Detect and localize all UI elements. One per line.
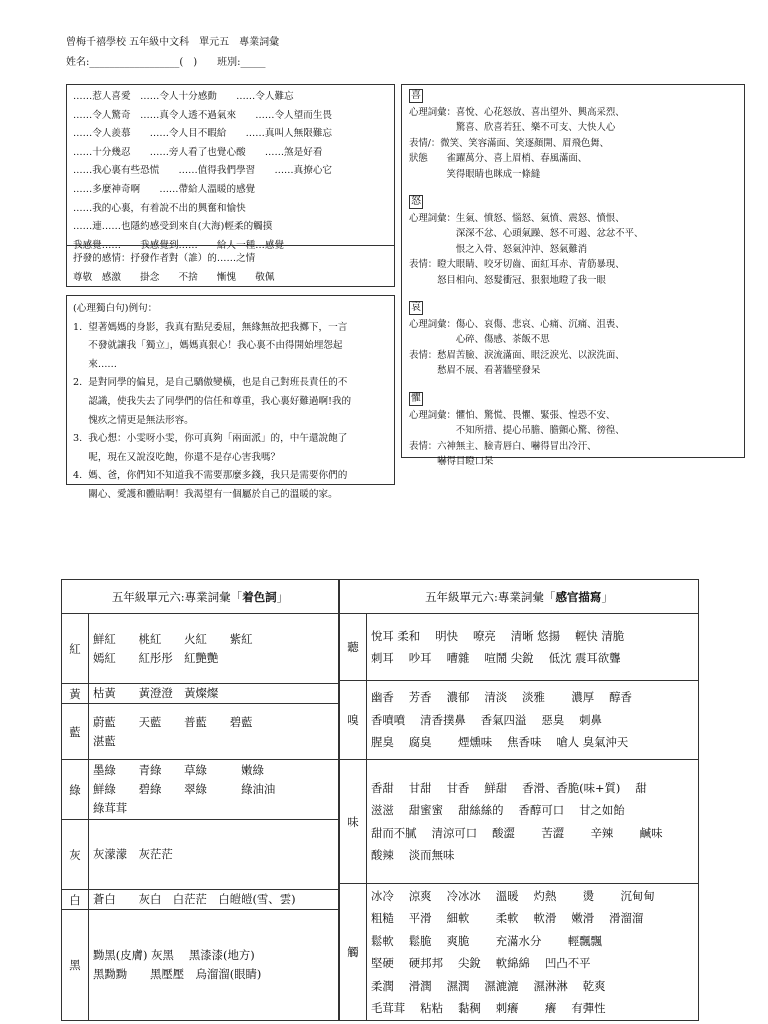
emotion-line: 不知所措、提心吊膽、膽顫心驚、徬徨、 <box>409 425 625 437</box>
emotion-line: 笑得眼睛也眯成一條縫 <box>409 168 541 180</box>
table-row <box>62 704 339 760</box>
word-line: 堅硬 硬邦邦 尖銳 軟綿綿 凹凸不平 <box>371 956 591 971</box>
example-line: 認識，使我失去了同學們的信任和尊重，我心裏好難過啊!我的 <box>73 395 352 407</box>
word-line: 枯黃 黃澄澄 黃燦燦 <box>93 686 219 700</box>
word-line: 柔潤 滑潤 濕潤 濕漉漉 濕淋淋 乾爽 <box>371 978 606 993</box>
phrases-list <box>73 88 332 255</box>
row-label: 綠 <box>62 760 89 820</box>
emotions-vocabulary-box <box>401 84 745 467</box>
phrase-line: 我感覺…… 我感覺到…… 給人一種…感覺 <box>73 239 285 251</box>
emotion-line: 表情：六神無主、臉青唇白、嚇得冒出冷汗、 <box>409 440 597 452</box>
examples-list <box>73 319 351 505</box>
table-row <box>62 614 339 684</box>
emotion-line: 心理詞彙：傷心、哀傷、悲哀、心痛、沉痛、沮喪、 <box>409 319 625 331</box>
row-words <box>367 759 699 884</box>
emotion-section <box>409 195 643 288</box>
word-line: 幽香 芳香 濃郁 清淡 淡雅 濃厚 醇香 <box>371 690 632 705</box>
word-line: 酸辣 淡而無味 <box>371 848 455 863</box>
expressed-feelings-title: 抒發的感情：抒發作者對（誰）的……之情 <box>73 253 256 264</box>
worksheet-title: 曾梅千禧學校 五年級中文科 單元五 專業詞彙 <box>66 37 280 48</box>
emotion-section <box>409 89 643 182</box>
example-line: 呢，現在又說沒吃飽，你還不是存心害我嗎？ <box>73 451 281 463</box>
word-line: 蒼白 灰白 白茫茫 白皚皚(雪、雲) <box>93 892 296 906</box>
worksheet-header <box>66 33 279 73</box>
word-line: 香噴噴 清香撲鼻 香氣四溢 惡臭 刺鼻 <box>371 712 602 727</box>
table-row <box>340 884 699 1021</box>
word-line: 墨綠 青綠 草綠 嫩綠 <box>93 763 264 777</box>
emotion-section <box>409 301 643 379</box>
row-words <box>89 760 339 820</box>
word-line: 悅耳 柔和 明快 嘹亮 清晰 悠揚 輕快 清脆 <box>371 628 625 643</box>
table-row <box>62 890 339 910</box>
phrase-line: ……惹人喜愛 ……令人十分感動 ……令人難忘 <box>73 91 294 102</box>
emotion-line: 心碎、傷感、茶飯不思 <box>409 334 550 346</box>
row-words <box>367 884 699 1021</box>
table-row <box>62 684 339 704</box>
emotion-line: 表情：愁眉苦臉、淚流滿面、眼泛淚光、以淚洗面、 <box>409 349 625 361</box>
emotion-line: 表情：瞪大眼睛、咬牙切齒、面紅耳赤、青筋暴現、 <box>409 259 625 271</box>
emotion-section <box>409 392 643 470</box>
examples-title: (心理獨白句)例句： <box>73 303 158 314</box>
color-table-title: 五年級單元六:專業詞彙「着色詞」 <box>62 580 339 614</box>
row-label: 黃 <box>62 684 89 704</box>
word-line: 香甜 甘甜 甘香 鮮甜 香滑、香脆(味+質) 甜 <box>371 780 647 795</box>
row-words <box>89 704 339 760</box>
emotion-line: 表情/：微笑、笑容滿面、笑逐顏開、眉飛色舞、 <box>409 137 610 149</box>
word-line: 綠茸茸 <box>93 801 128 815</box>
expressed-feelings-words: 尊敬 感激 掛念 不捨 慚愧 敬佩 <box>73 271 275 283</box>
example-line: 來…… <box>73 358 118 370</box>
row-words <box>89 910 339 1021</box>
row-words <box>367 681 699 759</box>
row-label: 灰 <box>62 820 89 890</box>
example-line: 不發就讓我「獨立」，媽媽真狠心！我心裏不由得開始埋怨起 <box>73 340 343 352</box>
word-line: 鬆軟 鬆脆 爽脆 充滿水分 輕飄飄 <box>371 933 602 948</box>
example-line: 3. 我心想：小雯呀小雯，你可真夠「兩面派」的，中午還說飽了 <box>73 433 348 445</box>
word-line: 蔚藍 天藍 普藍 碧藍 <box>93 714 253 729</box>
senses-words-table <box>339 579 699 1021</box>
color-words-table <box>61 579 339 1021</box>
word-line: 黝黑(皮膚) 灰黑 黑漆漆(地方) <box>93 948 255 962</box>
monologue-examples-box <box>66 295 395 500</box>
emotion-line: 驚喜、欣喜若狂、樂不可支、大快人心 <box>409 122 616 134</box>
emotion-line: 嚇得目瞪口呆 <box>409 455 494 467</box>
phrases-box <box>66 84 395 287</box>
example-line: 關心、愛護和體貼啊！我渴望有一個屬於自己的溫暖的家。 <box>73 488 338 500</box>
phrase-line: ……令人驚奇 ……真令人透不過氣來 ……令人望而生畏 <box>73 109 333 121</box>
table-row <box>340 614 699 681</box>
row-label: 觸 <box>340 884 367 1021</box>
row-label: 味 <box>340 759 367 884</box>
row-label: 紅 <box>62 614 89 684</box>
emotion-line: 深深不忿、心頭氣躁、怒不可遏、忿忿不平、 <box>409 228 644 240</box>
word-line: 甜而不膩 清涼可口 酸澀 苦澀 辛辣 鹹味 <box>371 825 663 840</box>
table-row <box>62 760 339 820</box>
table-row <box>62 910 339 1021</box>
phrase-line: ……十分幾忍 ……旁人看了也覺心酸 ……煞是好看 <box>73 146 323 158</box>
emotion-line: 狀態 雀躍萬分、喜上眉梢、春風滿面、 <box>409 153 588 165</box>
emotion-line: 心理詞彙：生氣、憤怒、惱怒、氣憤、震怒、憤恨、 <box>409 213 625 225</box>
word-line: 腥臭 腐臭 煙燻味 焦香味 嗆人 臭氣沖天 <box>371 735 629 750</box>
word-line: 毛茸茸 粘粘 黏稠 刺癢 癢 有彈性 <box>371 1001 606 1016</box>
word-line: 冰冷 涼爽 冷冰冰 溫暖 灼熱 燙 沉甸甸 <box>371 888 655 903</box>
row-label: 黑 <box>62 910 89 1021</box>
row-words <box>89 614 339 684</box>
word-line: 灰濛濛 灰茫茫 <box>93 847 173 861</box>
row-label: 白 <box>62 890 89 910</box>
emotion-line: 心理詞彙：喜悅、心花怒放、喜出望外、興高采烈、 <box>409 107 625 118</box>
senses-table-title: 五年級單元六:專業詞彙「感官描寫」 <box>340 580 699 614</box>
phrase-line: ……我心裏有些恐慌 ……值得我們學習 ……真撩心它 <box>73 165 333 177</box>
example-line: 4. 媽、爸，你們知不知道我不需要那麼多錢，我只是需要你們的 <box>73 470 348 482</box>
expressed-feelings-section <box>67 245 394 287</box>
word-line: 湛藍 <box>93 733 116 748</box>
word-line: 粗糙 平滑 細軟 柔軟 軟滑 嫩滑 滑溜溜 <box>371 911 644 926</box>
emotion-tag: 哀 <box>411 302 421 314</box>
emotion-line: 恨之入骨、怒氣沖沖、怒氣難消 <box>409 243 588 255</box>
row-words <box>89 890 339 910</box>
table-row <box>340 759 699 884</box>
word-line: 滋滋 甜蜜蜜 甜絲絲的 香醇可口 甘之如飴 <box>371 803 625 818</box>
example-line: 2. 是對同學的偏見，是自己驕傲變橫，也是自己對班長責任的不 <box>73 377 348 389</box>
emotion-line: 心理詞彙：懼怕、驚慌、畏懼、緊張、惶恐不安、 <box>409 409 616 421</box>
phrase-line: ……我的心裏，有着說不出的興奮和愉快 <box>73 202 246 214</box>
example-line: 愧疚之情更是無法形容。 <box>73 414 194 426</box>
student-name-line: 姓名:__________________( ) 班別:_____ <box>66 57 266 68</box>
phrase-line: ……多麼神奇啊 ……帶給人溫暖的感覺 <box>73 183 256 195</box>
phrase-line: ……連……也隱約感受到來自(大海)輕柔的觸摸 <box>73 221 273 233</box>
row-words <box>89 820 339 890</box>
emotion-line: 怒目相向、怒髮衝冠、狠狠地瞪了我一眼 <box>409 274 606 286</box>
emotion-tag: 怒 <box>411 196 421 208</box>
word-line: 鮮綠 碧綠 翠綠 綠油油 <box>93 782 276 796</box>
phrase-line: ……令人羨慕 ……令人目不暇給 ……真叫人無限難忘 <box>73 128 333 140</box>
row-label: 嗅 <box>340 681 367 759</box>
word-line: 刺耳 吵耳 嘈雜 喧鬧 尖銳 低沈 震耳欲聾 <box>371 651 621 666</box>
table-row <box>340 681 699 759</box>
emotion-tag: 懼 <box>411 392 421 404</box>
table-row <box>62 820 339 890</box>
example-line: 1. 望著媽媽的身影，我真有點兒委屈，無緣無故把我擲下，一言 <box>73 321 348 333</box>
word-line: 嫣紅 紅彤彤 紅艷艷 <box>93 650 219 665</box>
row-label: 聽 <box>340 614 367 681</box>
row-words <box>367 614 699 681</box>
row-label: 藍 <box>62 704 89 760</box>
row-words <box>89 684 339 704</box>
word-line: 鮮紅 桃紅 火紅 紫紅 <box>93 631 253 646</box>
emotion-tag: 喜 <box>411 90 421 101</box>
word-line: 黑黝黝 黑壓壓 烏溜溜(眼睛) <box>93 967 262 981</box>
emotion-line: 愁眉不展、看著牆壁發呆 <box>409 365 541 377</box>
